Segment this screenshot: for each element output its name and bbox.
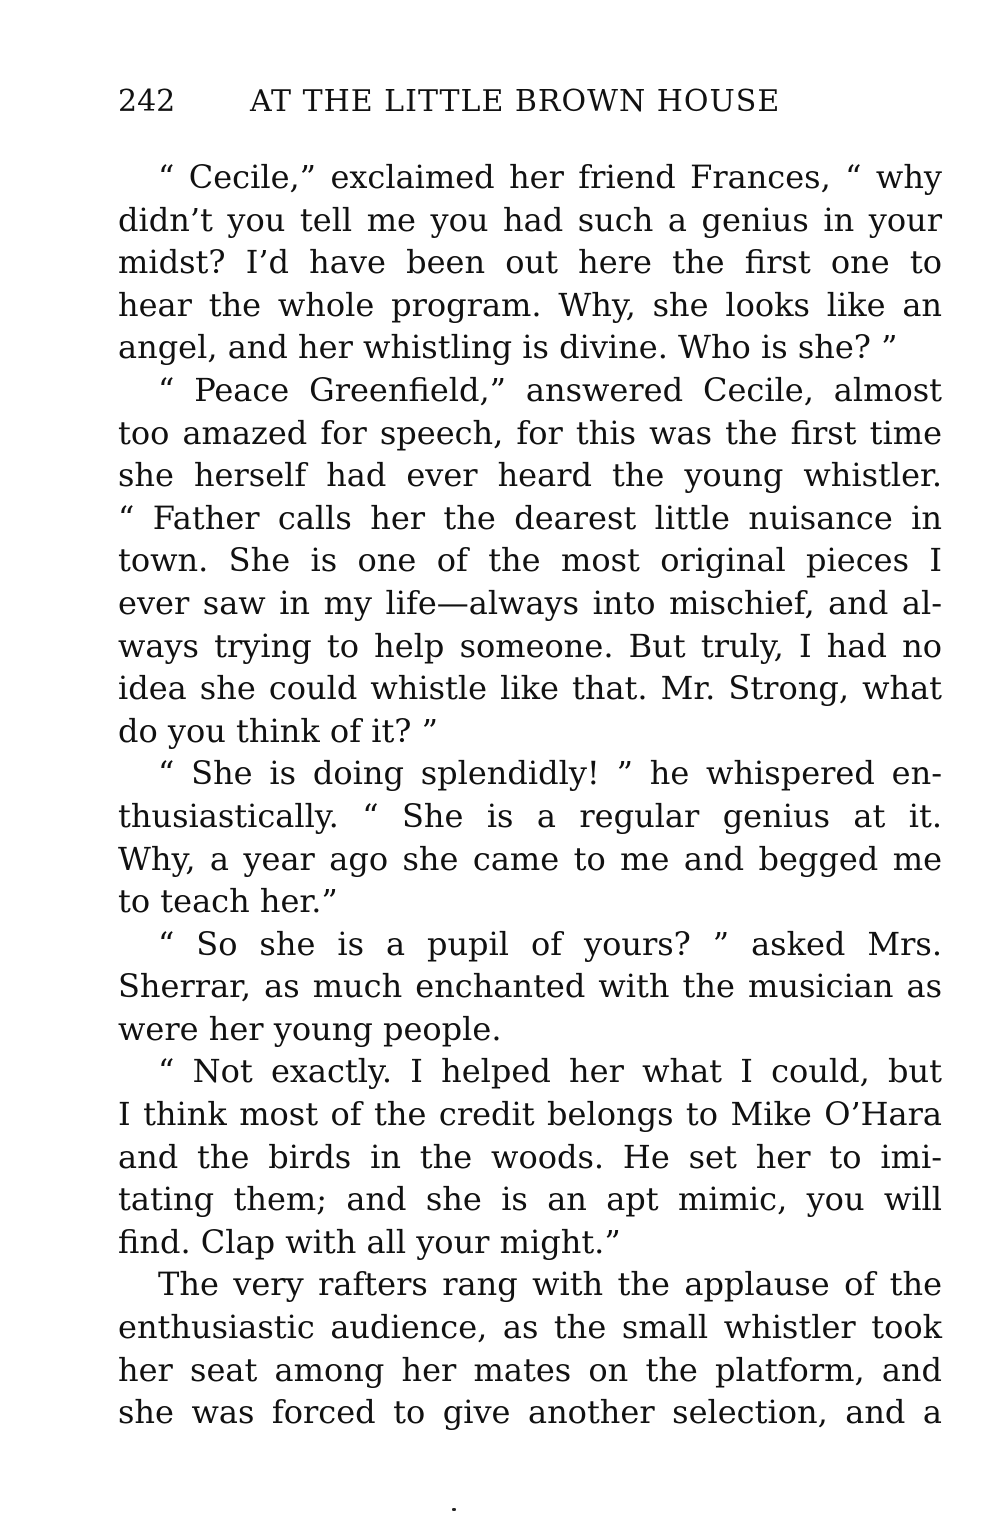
text-line: thusiastically. “ She is a regular genius at it. <box>118 796 942 835</box>
text-line: “ Not exactly. I helped her what I could, but <box>158 1052 942 1091</box>
text-line: were her young people. <box>118 1009 502 1048</box>
text-line: midst? I’d have been out here the first one to <box>118 243 942 282</box>
text-line: to teach her.” <box>118 882 338 921</box>
text-line: “ Father calls her the dearest little nuisance in <box>118 498 942 537</box>
text-line: hear the whole program. Why, she looks like an <box>118 285 942 324</box>
text-line: “ So she is a pupil of yours? ” asked Mrs. <box>158 924 942 963</box>
text-line: Why, a year ago she came to me and begged me <box>118 839 942 878</box>
text-line: ever saw in my life—always into mischief, and al- <box>118 583 942 622</box>
running-title: AT THE LITTLE BROWN HOUSE <box>250 84 781 119</box>
text-line: do you think of it? ” <box>118 711 438 750</box>
text-line: The very rafters rang with the applause of the <box>158 1265 942 1304</box>
text-line: Sherrar, as much enchanted with the musician as <box>118 967 942 1006</box>
text-line: “ Cecile,” exclaimed her friend Frances, “ why <box>158 158 942 196</box>
text-line: town. She is one of the most original pieces I <box>118 541 942 580</box>
page-number: 242 <box>118 84 176 119</box>
text-line: tating them; and she is an apt mimic, you will <box>118 1180 942 1219</box>
text-line: her seat among her mates on the platform, and <box>118 1350 942 1389</box>
text-line: “ She is doing splendidly! ” he whispered en- <box>158 754 942 793</box>
text-line: too amazed for speech, for this was the first time <box>118 413 942 452</box>
text-line: and the birds in the woods. He set her to imi- <box>118 1137 942 1176</box>
text-line: ways trying to help someone. But truly, I had no <box>118 626 942 665</box>
text-line: find. Clap with all your might.” <box>118 1222 621 1261</box>
text-line: enthusiastic audience, as the small whistler took <box>118 1308 942 1347</box>
text-line: I think most of the credit belongs to Mike O’Hara <box>118 1095 942 1134</box>
running-head <box>118 80 938 124</box>
text-line: angel, and her whistling is divine. Who is she? ” <box>118 328 898 367</box>
text-line: she herself had ever heard the young whistler. <box>118 456 942 495</box>
text-line: “ Peace Greenfield,” answered Cecile, almost <box>158 370 942 409</box>
text-line: didn’t you tell me you had such a genius in your <box>118 200 942 239</box>
print-speck <box>452 1508 456 1511</box>
text-line: she was forced to give another selection, and a <box>118 1393 942 1432</box>
body-text <box>118 156 942 1434</box>
text-line: idea she could whistle like that. Mr. Strong, what <box>118 669 942 708</box>
